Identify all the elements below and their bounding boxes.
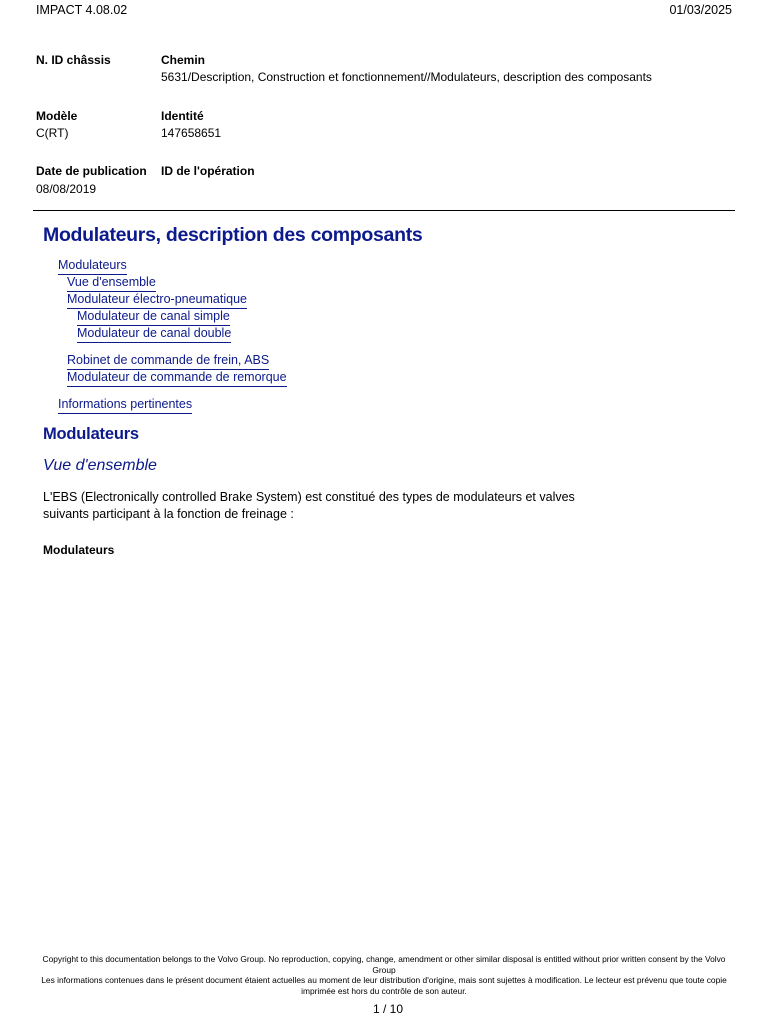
model-label: Modèle [36, 109, 78, 123]
toc-link-robinet-abs[interactable]: Robinet de commande de frein, ABS [67, 353, 269, 370]
toc-link-canal-double[interactable]: Modulateur de canal double [77, 326, 231, 343]
toc-link-modulateur-electro-pneumatique[interactable]: Modulateur électro-pneumatique [67, 292, 247, 309]
path-label: Chemin [161, 53, 206, 67]
toc-link-informations-pertinentes[interactable]: Informations pertinentes [58, 397, 192, 414]
publication-date-label: Date de publication [36, 164, 147, 178]
chassis-id-label: N. ID châssis [36, 53, 111, 67]
modulateurs-subhead: Modulateurs [43, 543, 115, 557]
print-date: 01/03/2025 [669, 3, 732, 17]
page-number: 1 / 10 [372, 1002, 404, 1016]
page-title: Modulateurs, description des composants [43, 224, 423, 246]
publication-date-value: 08/08/2019 [36, 182, 97, 196]
app-version: IMPACT 4.08.02 [36, 3, 128, 17]
toc-link-modulateurs[interactable]: Modulateurs [58, 258, 127, 275]
path-value: 5631/Description, Construction et fonctionnement//Modulateurs, description des composants [161, 70, 652, 84]
model-value: C(RT) [36, 126, 69, 140]
header-divider [33, 210, 735, 211]
identity-label: Identité [161, 109, 204, 123]
intro-paragraph: L'EBS (Electronically controlled Brake System) est constitué des types de modulateurs et valves suivants participant à la fonction de freinage : [43, 490, 575, 521]
section-subheading: Vue d'ensemble [43, 457, 157, 474]
toc-link-canal-simple[interactable]: Modulateur de canal simple [77, 309, 230, 326]
section-heading: Modulateurs [43, 425, 139, 443]
operation-id-label: ID de l'opération [161, 164, 255, 178]
copyright-french: Les informations contenues dans le présent document étaient actuelles au moment de leur distribution d'origine, mais sont sujettes à modification. Le lecteur est prévenu que toute copie imprimée est hors du contrôle de son auteur. [41, 975, 727, 996]
copyright-english: Copyright to this documentation belongs to the Volvo Group. No reproduction, copying, change, amendment or other similar disposal is entitled without prior written consent by the Volvo Group [42, 954, 726, 975]
toc-link-commande-remorque[interactable]: Modulateur de commande de remorque [67, 370, 287, 387]
identity-value: 147658651 [161, 126, 222, 140]
copyright-footer [33, 954, 735, 996]
toc-link-vue-ensemble[interactable]: Vue d'ensemble [67, 275, 156, 292]
